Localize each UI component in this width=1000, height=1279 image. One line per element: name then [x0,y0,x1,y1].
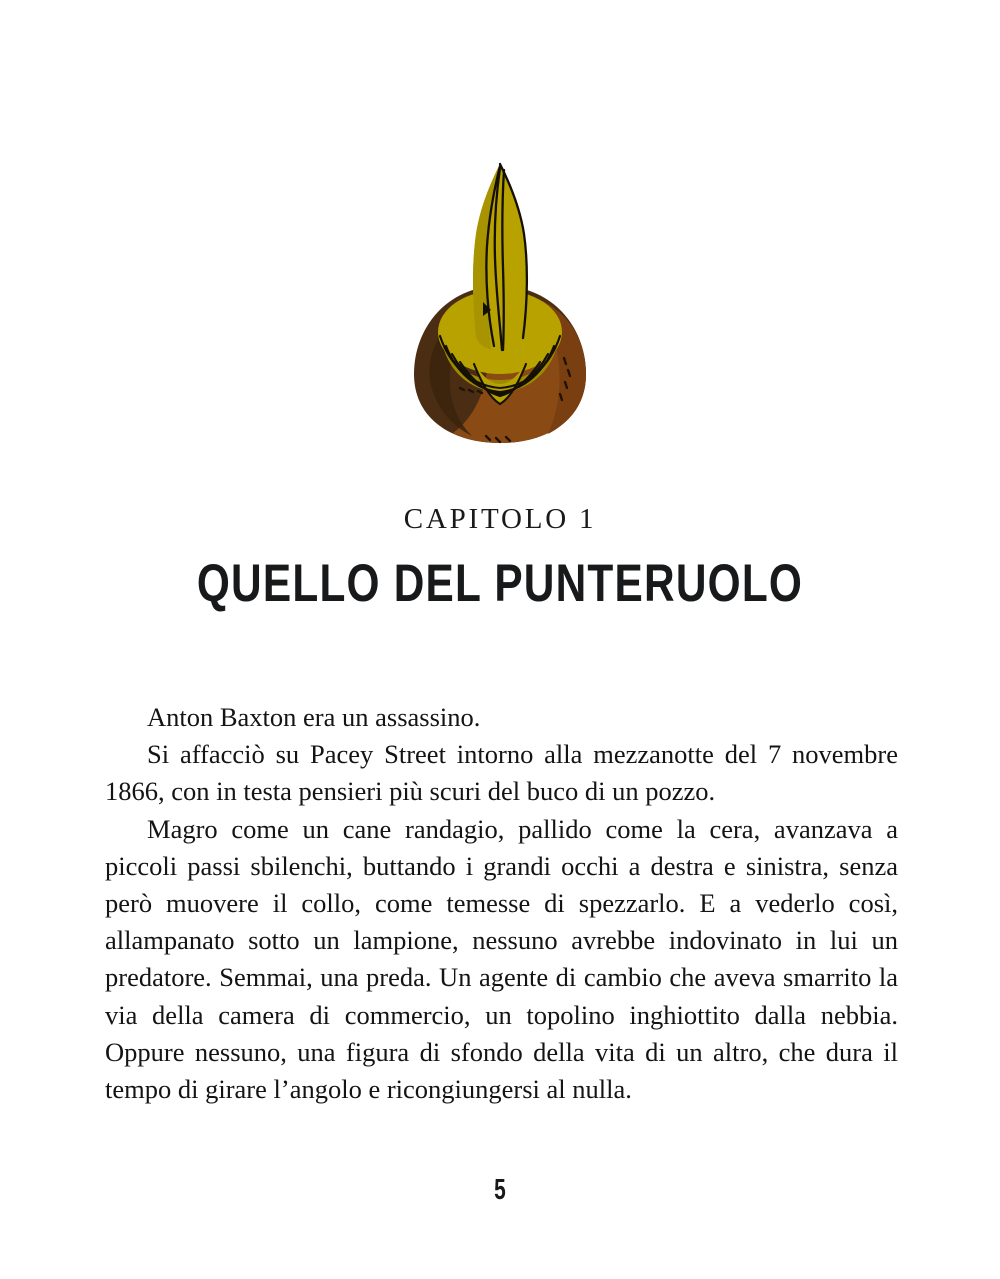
chapter-heading [0,503,1000,613]
body-paragraph: Magro come un cane randagio, pallido come la cera, avanzava a piccoli passi sbilenchi, buttando i grandi occhi a destra e sinistra, senza però muovere il collo, come temesse di spezzarlo. E a vederlo così, allampanato sotto un lampione, nessuno avrebbe indovinato in lui un predatore. Semmai, una preda. Un agente di cambio che aveva smarrito la via della camera di commercio, un topolino inghiottito dalla nebbia. Oppure nessuno, una figura di sfondo della vita di un altro, che dura il tempo di girare l’angolo e ricongiungersi al nulla. [105,813,898,1105]
body-paragraph: Si affacciò su Pacey Street intorno alla mezzanotte del 7 novembre 1866, con in testa pensieri più scuri del buco di un pozzo. [105,739,898,807]
chapter-body-text [105,699,898,1108]
chapter-illustration [0,150,1000,450]
chapter-title: QUELLO DEL PUNTERUOLO [196,554,804,613]
page-number: 5 [494,1174,506,1206]
chapter-label: CAPITOLO 1 [403,503,597,535]
body-paragraph: Anton Baxton era un assassino. [147,702,481,732]
awl-punteruolo-illustration [390,150,610,450]
